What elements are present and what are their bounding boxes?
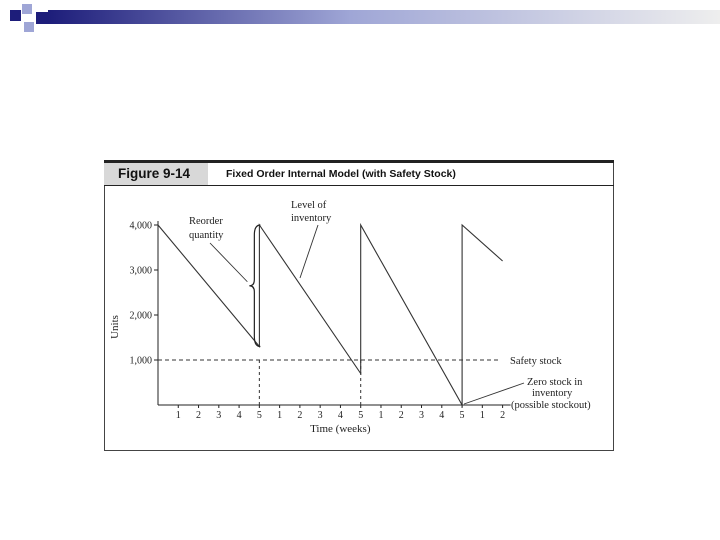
reorder-quantity-label: quantity <box>189 230 224 241</box>
x-tick-label: 1 <box>277 410 283 421</box>
x-tick-label: 2 <box>196 410 202 421</box>
reorder-quantity-pointer <box>210 243 247 282</box>
x-tick-label: 1 <box>479 410 485 421</box>
x-tick-label: 3 <box>317 410 323 421</box>
x-axis-title: Time (weeks) <box>310 423 371 435</box>
x-tick-label: 2 <box>297 410 303 421</box>
annotations <box>189 200 591 411</box>
figure-title: Fixed Order Internal Model (with Safety Stock) <box>226 168 456 180</box>
x-tick-label: 5 <box>358 410 364 421</box>
x-tick-label: 3 <box>419 410 425 421</box>
figure-label: Figure 9-14 <box>104 163 208 185</box>
safety-stock-label: Safety stock <box>510 356 562 367</box>
x-tick-label: 4 <box>236 410 242 421</box>
reorder-quantity-brace <box>249 225 260 347</box>
y-axis-title: Units <box>109 315 121 339</box>
x-tick-label: 4 <box>439 410 445 421</box>
zero-stock-label: inventory <box>532 388 573 399</box>
axes <box>158 221 511 405</box>
level-of-inventory-label: inventory <box>291 213 332 224</box>
x-tick-label: 2 <box>398 410 404 421</box>
x-tick-label: 5 <box>256 410 262 421</box>
x-tick-label: 5 <box>459 410 465 421</box>
x-tick-label: 4 <box>337 410 343 421</box>
zero-stock-label: (possible stockout) <box>511 400 591 411</box>
x-tick-label: 3 <box>216 410 222 421</box>
y-tick-label: 2,000 <box>129 310 152 322</box>
level-of-inventory-pointer <box>300 225 318 278</box>
y-tick-label: 4,000 <box>129 220 152 232</box>
series <box>158 225 503 405</box>
reorder-quantity-label: Reorder <box>189 216 223 227</box>
x-tick-label: 2 <box>500 410 506 421</box>
y-tick-label: 1,000 <box>129 355 152 367</box>
y-tick-label: 3,000 <box>129 265 152 277</box>
x-tick-label: 1 <box>378 410 384 421</box>
inventory-level-line <box>158 225 503 405</box>
ticks <box>109 221 505 436</box>
x-tick-label: 1 <box>175 410 181 421</box>
zero-stock-label: Zero stock in <box>527 377 583 388</box>
level-of-inventory-label: Level of <box>291 200 327 211</box>
